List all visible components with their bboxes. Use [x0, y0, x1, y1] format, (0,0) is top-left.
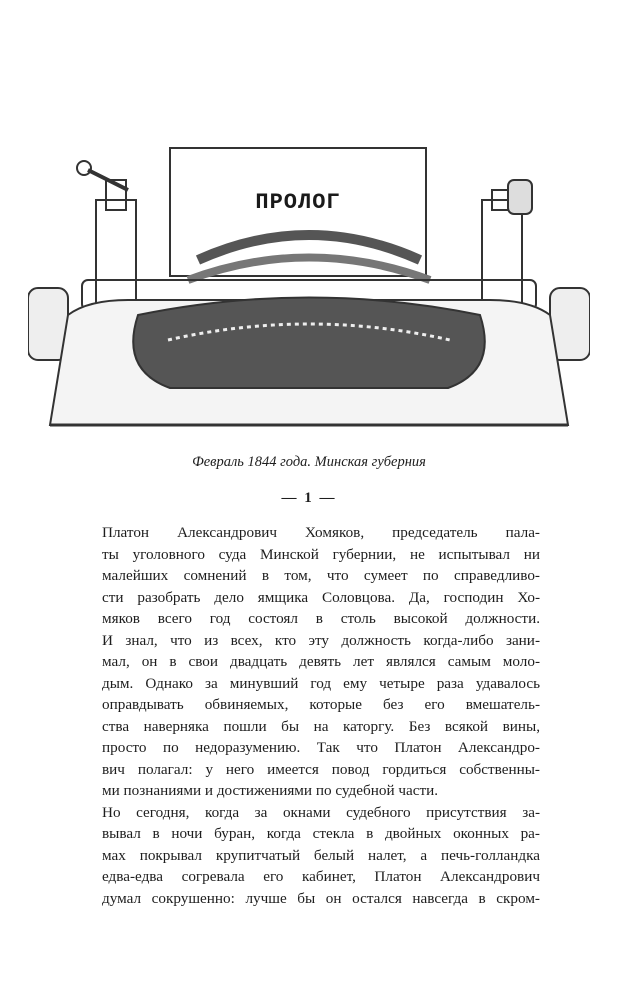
text-line: думал сокрушенно: лучше бы он остался навсегда в скром-	[102, 889, 540, 907]
text-line: ства наверняка пошли бы на каторгу. Без всякой вины,	[102, 717, 540, 735]
text-line: вывал в ночи буран, когда стекла в двойных оконных ра-	[102, 825, 540, 842]
section-number: — 1 —	[281, 490, 337, 506]
text-line: мал, он в свои двадцать девять лет являлся самым моло-	[102, 653, 540, 670]
typewriter-icon	[28, 140, 590, 430]
paragraph-2	[80, 802, 540, 910]
text-line: оправдывать обвиняемых, которые без его вмешатель-	[102, 696, 540, 713]
text-line: мах покрывал крупитчатый белый налет, а печь-голландка	[102, 846, 540, 864]
text-line: едва-едва согревала его кабинет, Платон Александрович	[102, 868, 540, 885]
chapter-title: ПРОЛОГ	[255, 190, 341, 215]
text-line: ми познаниями и достижениями по судебной части.	[102, 782, 439, 799]
text-line: мяков всего год состоял в столь высокой должности.	[102, 610, 540, 627]
text-line: вич полагал: у него имеется повод гордиться собственны-	[102, 760, 540, 778]
text-line: Но сегодня, когда за окнами судебного присутствия за-	[102, 803, 540, 821]
text-line: сти разобрать дело ямщика Соловцова. Да, господин Хо-	[102, 588, 540, 606]
text-line: дым. Однако за минувший год ему четыре раза удавалось	[102, 674, 540, 692]
text-line: Платон Александрович Хомяков, председатель пала-	[102, 524, 540, 541]
text-line: просто по недоразумению. Так что Платон Александро-	[102, 739, 540, 756]
text-line: малейших сомнений в том, что сумеет по справедливо-	[102, 567, 540, 584]
epigraph: Февраль 1844 года. Минская губерния	[192, 454, 426, 470]
body-text	[80, 522, 540, 909]
text-line: И знал, что из всех, кто эту должность когда-либо зани-	[102, 631, 540, 649]
text-line: ты уголовного суда Минской губернии, не испытывал ни	[102, 545, 540, 563]
paragraph-1	[80, 522, 540, 802]
